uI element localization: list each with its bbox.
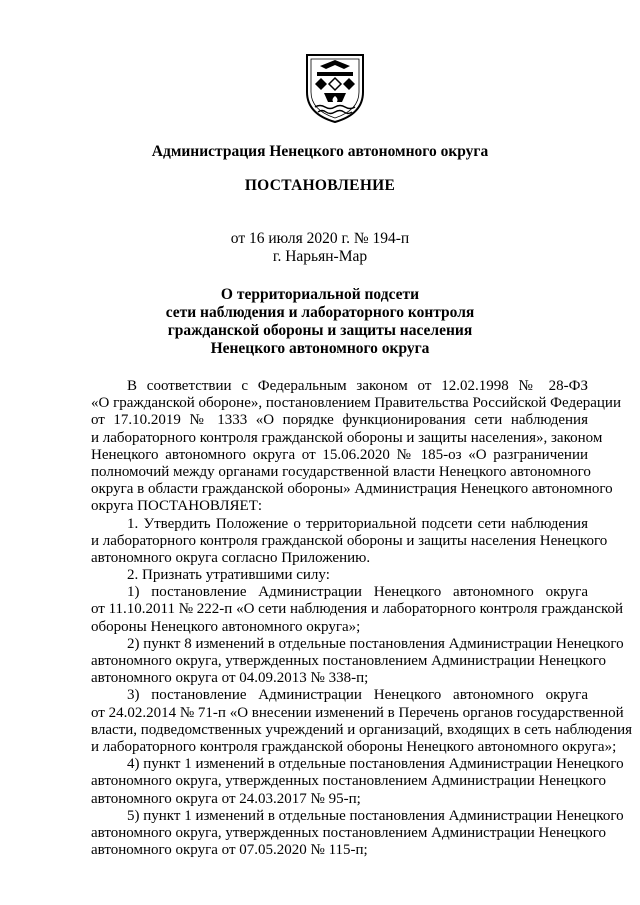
body-line: 1) постановление Администрации Ненецкого автономного округа bbox=[127, 584, 588, 601]
body-line: полномочий между органами государственной власти Ненецкого автономного bbox=[91, 463, 591, 480]
body-line: 4) пункт 1 изменений в отдельные постановления Администрации Ненецкого bbox=[127, 756, 624, 773]
body-line: автономного округа, утвержденных постановлением Администрации Ненецкого bbox=[91, 773, 607, 790]
body-line: 5) пункт 1 изменений в отдельные постановления Администрации Ненецкого bbox=[127, 807, 624, 824]
body-line: власти, подведомственных учреждений и организаций, входящих в сеть наблюдения bbox=[91, 721, 633, 738]
document-date-number: от 16 июля 2020 г. № 194-п bbox=[230, 230, 410, 247]
organization-name: Администрация Ненецкого автономного округа bbox=[151, 143, 489, 160]
body-line: автономного округа, утвержденных постановлением Администрации Ненецкого bbox=[91, 824, 607, 841]
body-line: автономного округа от 07.05.2020 № 115-п; bbox=[91, 842, 368, 859]
body-line: от 24.02.2014 № 71-п «О внесении изменений в Перечень органов государственной bbox=[91, 704, 624, 721]
document-type: ПОСТАНОВЛЕНИЕ bbox=[244, 177, 396, 194]
body-line: автономного округа согласно Приложению. bbox=[91, 549, 371, 566]
body-line: 3) постановление Администрации Ненецкого автономного округа bbox=[127, 687, 588, 704]
body-line: 2) пункт 8 изменений в отдельные постановления Администрации Ненецкого bbox=[127, 635, 624, 652]
document-title bbox=[0, 286, 640, 358]
body-line: 2. Признать утратившими силу: bbox=[127, 567, 330, 584]
body-line: и лабораторного контроля гражданской обороны Ненецкого автономного округа»; bbox=[91, 738, 617, 755]
body-line: от 11.10.2011 № 222-п «О сети наблюдения и лабораторного контроля гражданской bbox=[91, 601, 624, 618]
body-line: автономного округа, утвержденных постановлением Администрации Ненецкого bbox=[91, 653, 607, 669]
body-line: округа ПОСТАНОВЛЯЕТ: bbox=[91, 498, 263, 515]
body-line: округа в области гражданской обороны» Администрация Ненецкого автономного bbox=[91, 481, 613, 498]
body-line: от 17.10.2019 № 1333 «О порядке функционирования сети наблюдения bbox=[91, 412, 588, 429]
body-line: В соответствии с Федеральным законом от 12.02.1998 № 28-ФЗ bbox=[127, 378, 588, 394]
title-line: О территориальной подсети bbox=[220, 286, 420, 303]
title-line: сети наблюдения и лабораторного контроля bbox=[165, 304, 475, 321]
body-line: Ненецкого автономного округа от 15.06.2020 № 185-оз «О разграничении bbox=[91, 446, 588, 463]
title-line: Ненецкого автономного округа bbox=[210, 340, 430, 357]
body-line: и лабораторного контроля гражданской обороны и защиты населения Ненецкого bbox=[91, 532, 608, 549]
nenets-coat-of-arms-icon bbox=[304, 52, 366, 124]
title-line: гражданской обороны и защиты населения bbox=[167, 322, 473, 339]
body-line: «О гражданской обороне», постановлением Правительства Российской Федерации bbox=[91, 395, 621, 412]
document-city: г. Нарьян-Мар bbox=[272, 248, 368, 265]
body-line: 1. Утвердить Положение о территориальной подсети сети наблюдения bbox=[127, 515, 588, 532]
document-body bbox=[91, 378, 633, 859]
body-line: обороны Ненецкого автономного округа»; bbox=[91, 618, 361, 635]
body-line: и лабораторного контроля гражданской обороны и защиты населения», законом bbox=[91, 429, 603, 446]
body-line: автономного округа от 24.03.2017 № 95-п; bbox=[91, 790, 361, 807]
body-line: автономного округа от 04.09.2013 № 338-п; bbox=[91, 670, 369, 687]
